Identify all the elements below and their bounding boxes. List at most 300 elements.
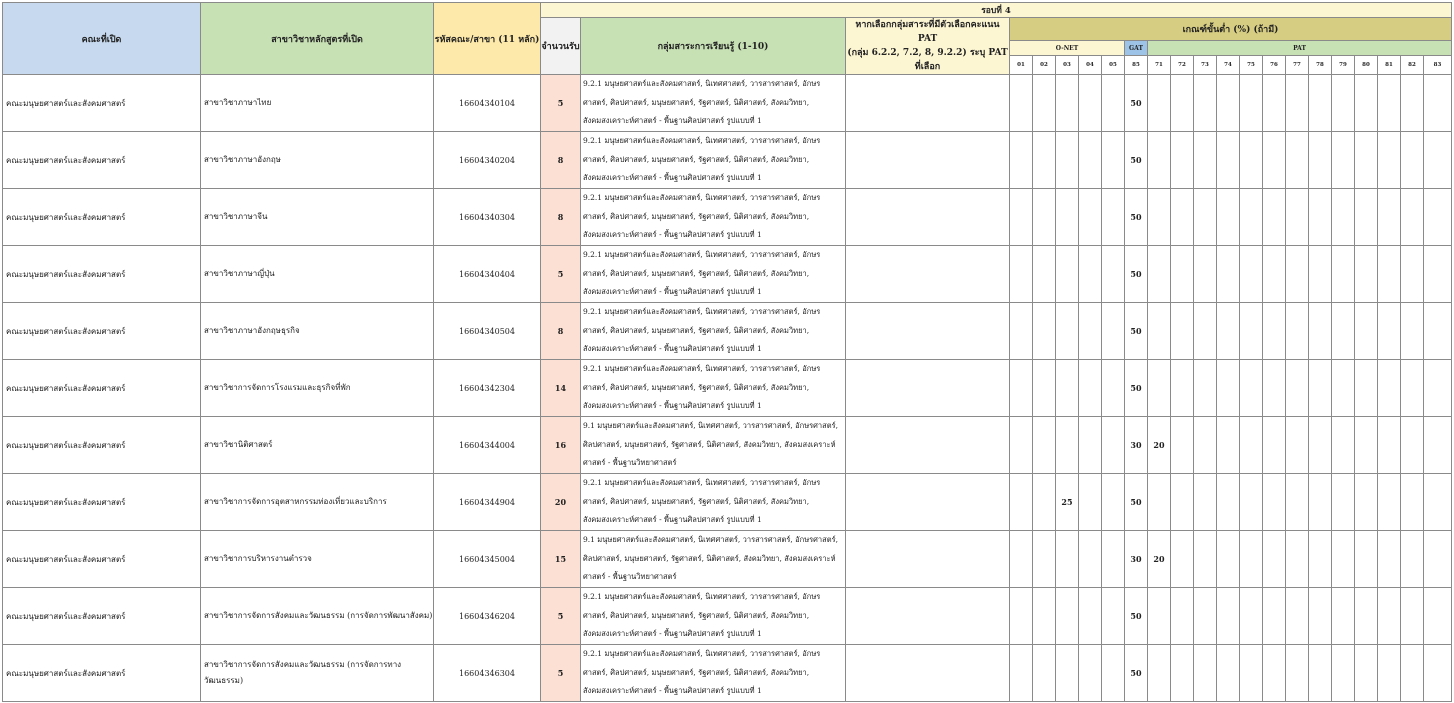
score-cell[interactable] bbox=[1263, 75, 1286, 132]
score-cell[interactable] bbox=[1102, 645, 1125, 702]
score-cell[interactable] bbox=[1378, 246, 1401, 303]
table-row bbox=[3, 360, 1452, 417]
major-cell[interactable]: สาขาวิชาภาษาไทย bbox=[201, 75, 434, 132]
pat-select-cell[interactable] bbox=[846, 588, 1010, 645]
score-cell[interactable] bbox=[1240, 588, 1263, 645]
score-cell[interactable] bbox=[1102, 531, 1125, 588]
score-cell[interactable] bbox=[1171, 588, 1194, 645]
score-cell[interactable]: 50 bbox=[1125, 246, 1148, 303]
score-cell[interactable] bbox=[1355, 189, 1378, 246]
score-cell[interactable] bbox=[1148, 189, 1171, 246]
score-cell[interactable] bbox=[1309, 75, 1332, 132]
score-cell[interactable] bbox=[1171, 132, 1194, 189]
score-cell[interactable] bbox=[1378, 189, 1401, 246]
header-pat-select-line2: (กลุ่ม 6.2.2, 7.2, 8, 9.2.2) ระบุ PAT ที่เลือก bbox=[847, 48, 1008, 72]
score-cell[interactable] bbox=[1056, 531, 1079, 588]
faculty-cell[interactable]: คณะมนุษยศาสตร์และสังคมศาสตร์ bbox=[3, 75, 201, 132]
score-cell[interactable] bbox=[1286, 132, 1309, 189]
subject-group-cell[interactable]: 9.2.1 มนุษยศาสตร์และสังคมศาสตร์, นิเทศศาสตร์, วารสารศาสตร์, อักษรศาสตร์, ศิลปศาสตร์, มนุษยศาสตร์, รัฐศาสตร์, นิติศาสตร์, สังคมวิทยา, สังคมสงเคราะห์ศาสตร์ - พื้นฐานศิลปศาสตร์ รูปแบบที่ 1 bbox=[581, 132, 846, 189]
score-cell[interactable] bbox=[1033, 246, 1056, 303]
pat-select-cell[interactable] bbox=[846, 75, 1010, 132]
major-cell[interactable]: สาขาวิชานิติศาสตร์ bbox=[201, 417, 434, 474]
score-cell[interactable] bbox=[1194, 189, 1217, 246]
score-cell[interactable] bbox=[1171, 303, 1194, 360]
header-pat-select bbox=[846, 18, 1010, 75]
score-cell[interactable] bbox=[1033, 75, 1056, 132]
score-cell[interactable] bbox=[1355, 474, 1378, 531]
score-cell[interactable] bbox=[1194, 75, 1217, 132]
major-cell[interactable]: สาขาวิชาภาษาจีน bbox=[201, 189, 434, 246]
score-cell[interactable] bbox=[1401, 645, 1424, 702]
seats-cell[interactable]: 8 bbox=[541, 303, 581, 360]
score-code-header: 03 bbox=[1056, 56, 1079, 75]
score-cell[interactable] bbox=[1378, 645, 1401, 702]
score-cell[interactable] bbox=[1378, 303, 1401, 360]
score-cell[interactable] bbox=[1056, 303, 1079, 360]
pat-select-cell[interactable] bbox=[846, 132, 1010, 189]
score-cell[interactable] bbox=[1424, 246, 1452, 303]
score-cell[interactable] bbox=[1217, 645, 1240, 702]
score-cell[interactable] bbox=[1240, 189, 1263, 246]
table-row bbox=[3, 474, 1452, 531]
score-cell[interactable] bbox=[1102, 474, 1125, 531]
score-cell[interactable] bbox=[1102, 417, 1125, 474]
score-cell[interactable] bbox=[1194, 132, 1217, 189]
score-cell[interactable] bbox=[1309, 588, 1332, 645]
faculty-cell[interactable]: คณะมนุษยศาสตร์และสังคมศาสตร์ bbox=[3, 303, 201, 360]
score-cell[interactable] bbox=[1148, 303, 1171, 360]
score-cell[interactable]: 50 bbox=[1125, 360, 1148, 417]
score-cell[interactable] bbox=[1171, 531, 1194, 588]
score-cell[interactable] bbox=[1355, 246, 1378, 303]
faculty-cell[interactable]: คณะมนุษยศาสตร์และสังคมศาสตร์ bbox=[3, 531, 201, 588]
score-cell[interactable] bbox=[1148, 75, 1171, 132]
score-cell[interactable]: 50 bbox=[1125, 189, 1148, 246]
score-cell[interactable] bbox=[1332, 588, 1355, 645]
score-cell[interactable]: 25 bbox=[1056, 474, 1079, 531]
score-cell[interactable] bbox=[1148, 474, 1171, 531]
score-cell[interactable] bbox=[1102, 132, 1125, 189]
header-min-criteria: เกณฑ์ขั้นต่ำ (%) (ถ้ามี) bbox=[1010, 18, 1452, 41]
pat-select-cell[interactable] bbox=[846, 303, 1010, 360]
score-cell[interactable] bbox=[1079, 474, 1102, 531]
score-cell[interactable] bbox=[1240, 246, 1263, 303]
score-cell[interactable] bbox=[1217, 246, 1240, 303]
score-cell[interactable] bbox=[1378, 417, 1401, 474]
score-cell[interactable] bbox=[1332, 645, 1355, 702]
faculty-cell[interactable]: คณะมนุษยศาสตร์และสังคมศาสตร์ bbox=[3, 360, 201, 417]
subject-group-cell[interactable]: 9.2.1 มนุษยศาสตร์และสังคมศาสตร์, นิเทศศาสตร์, วารสารศาสตร์, อักษรศาสตร์, ศิลปศาสตร์, มนุษยศาสตร์, รัฐศาสตร์, นิติศาสตร์, สังคมวิทยา, สังคมสงเคราะห์ศาสตร์ - พื้นฐานศิลปศาสตร์ รูปแบบที่ 1 bbox=[581, 645, 846, 702]
header-faculty: คณะที่เปิด bbox=[3, 3, 201, 75]
table-body bbox=[3, 75, 1452, 702]
score-cell[interactable] bbox=[1033, 132, 1056, 189]
score-cell[interactable] bbox=[1332, 474, 1355, 531]
spreadsheet bbox=[2, 2, 1452, 702]
code-cell[interactable]: 16604340404 bbox=[434, 246, 541, 303]
score-cell[interactable] bbox=[1033, 360, 1056, 417]
score-cell[interactable] bbox=[1240, 132, 1263, 189]
score-cell[interactable] bbox=[1033, 303, 1056, 360]
score-cell[interactable] bbox=[1079, 75, 1102, 132]
seats-cell[interactable]: 15 bbox=[541, 531, 581, 588]
seats-cell[interactable]: 16 bbox=[541, 417, 581, 474]
score-cell[interactable] bbox=[1332, 75, 1355, 132]
score-cell[interactable] bbox=[1401, 417, 1424, 474]
score-cell[interactable] bbox=[1424, 531, 1452, 588]
score-cell[interactable] bbox=[1148, 246, 1171, 303]
score-cell[interactable] bbox=[1217, 360, 1240, 417]
score-cell[interactable] bbox=[1263, 474, 1286, 531]
score-cell[interactable] bbox=[1217, 474, 1240, 531]
score-cell[interactable] bbox=[1194, 531, 1217, 588]
score-code-header: 04 bbox=[1079, 56, 1102, 75]
score-cell[interactable] bbox=[1309, 417, 1332, 474]
score-cell[interactable] bbox=[1355, 588, 1378, 645]
faculty-cell[interactable]: คณะมนุษยศาสตร์และสังคมศาสตร์ bbox=[3, 132, 201, 189]
score-cell[interactable] bbox=[1401, 246, 1424, 303]
score-cell[interactable] bbox=[1010, 531, 1033, 588]
faculty-cell[interactable]: คณะมนุษยศาสตร์และสังคมศาสตร์ bbox=[3, 645, 201, 702]
score-cell[interactable] bbox=[1309, 645, 1332, 702]
score-cell[interactable] bbox=[1010, 645, 1033, 702]
score-cell[interactable]: 30 bbox=[1125, 531, 1148, 588]
score-cell[interactable] bbox=[1240, 417, 1263, 474]
score-cell[interactable] bbox=[1378, 132, 1401, 189]
score-cell[interactable] bbox=[1263, 246, 1286, 303]
score-cell[interactable] bbox=[1263, 189, 1286, 246]
score-cell[interactable]: 20 bbox=[1148, 531, 1171, 588]
score-cell[interactable] bbox=[1079, 132, 1102, 189]
score-cell[interactable] bbox=[1263, 360, 1286, 417]
score-cell[interactable]: 50 bbox=[1125, 75, 1148, 132]
pat-select-cell[interactable] bbox=[846, 645, 1010, 702]
subject-group-cell[interactable]: 9.1 มนุษยศาสตร์และสังคมศาสตร์, นิเทศศาสตร์, วารสารศาสตร์, อักษรศาสตร์, ศิลปศาสตร์, มนุษยศาสตร์, รัฐศาสตร์, นิติศาสตร์, สังคมวิทยา, สังคมสงเคราะห์ศาสตร์ - พื้นฐานวิทยาศาสตร์ bbox=[581, 417, 846, 474]
score-cell[interactable] bbox=[1079, 588, 1102, 645]
table-row bbox=[3, 645, 1452, 702]
score-code-header: 01 bbox=[1010, 56, 1033, 75]
major-cell[interactable]: สาขาวิชาการจัดการสังคมและวัฒนธรรม (การจัดการทางวัฒนธรรม) bbox=[201, 645, 434, 702]
score-cell[interactable] bbox=[1217, 75, 1240, 132]
seats-cell[interactable]: 8 bbox=[541, 132, 581, 189]
score-cell[interactable]: 50 bbox=[1125, 588, 1148, 645]
score-cell[interactable] bbox=[1309, 189, 1332, 246]
score-cell[interactable] bbox=[1401, 132, 1424, 189]
score-cell[interactable] bbox=[1378, 75, 1401, 132]
header-pat: PAT bbox=[1148, 41, 1452, 56]
score-cell[interactable] bbox=[1010, 360, 1033, 417]
seats-cell[interactable]: 5 bbox=[541, 645, 581, 702]
score-cell[interactable] bbox=[1079, 417, 1102, 474]
table-row bbox=[3, 531, 1452, 588]
score-cell[interactable] bbox=[1056, 75, 1079, 132]
major-cell[interactable]: สาขาวิชาการบริหารงานตำรวจ bbox=[201, 531, 434, 588]
score-cell[interactable] bbox=[1217, 189, 1240, 246]
score-code-header: 85 bbox=[1125, 56, 1148, 75]
score-cell[interactable] bbox=[1424, 75, 1452, 132]
score-cell[interactable] bbox=[1263, 645, 1286, 702]
score-cell[interactable] bbox=[1424, 417, 1452, 474]
score-cell[interactable]: 50 bbox=[1125, 132, 1148, 189]
score-cell[interactable] bbox=[1401, 75, 1424, 132]
subject-group-cell[interactable]: 9.2.1 มนุษยศาสตร์และสังคมศาสตร์, นิเทศศาสตร์, วารสารศาสตร์, อักษรศาสตร์, ศิลปศาสตร์, มนุษยศาสตร์, รัฐศาสตร์, นิติศาสตร์, สังคมวิทยา, สังคมสงเคราะห์ศาสตร์ - พื้นฐานศิลปศาสตร์ รูปแบบที่ 1 bbox=[581, 75, 846, 132]
score-cell[interactable] bbox=[1171, 474, 1194, 531]
score-cell[interactable] bbox=[1286, 645, 1309, 702]
score-cell[interactable] bbox=[1010, 246, 1033, 303]
score-cell[interactable] bbox=[1286, 588, 1309, 645]
faculty-cell[interactable]: คณะมนุษยศาสตร์และสังคมศาสตร์ bbox=[3, 417, 201, 474]
score-code-header: 78 bbox=[1309, 56, 1332, 75]
pat-select-cell[interactable] bbox=[846, 474, 1010, 531]
score-cell[interactable] bbox=[1286, 417, 1309, 474]
score-cell[interactable] bbox=[1194, 588, 1217, 645]
score-cell[interactable] bbox=[1056, 588, 1079, 645]
score-code-header: 77 bbox=[1286, 56, 1309, 75]
score-cell[interactable] bbox=[1056, 189, 1079, 246]
score-cell[interactable] bbox=[1079, 246, 1102, 303]
score-cell[interactable] bbox=[1240, 645, 1263, 702]
score-cell[interactable] bbox=[1010, 75, 1033, 132]
code-cell[interactable]: 16604346304 bbox=[434, 645, 541, 702]
score-cell[interactable] bbox=[1332, 246, 1355, 303]
pat-select-cell[interactable] bbox=[846, 246, 1010, 303]
score-cell[interactable] bbox=[1102, 303, 1125, 360]
score-cell[interactable] bbox=[1401, 303, 1424, 360]
score-cell[interactable] bbox=[1217, 588, 1240, 645]
score-cell[interactable] bbox=[1263, 132, 1286, 189]
score-code-header: 79 bbox=[1332, 56, 1355, 75]
score-cell[interactable]: 50 bbox=[1125, 645, 1148, 702]
seats-cell[interactable]: 14 bbox=[541, 360, 581, 417]
score-cell[interactable] bbox=[1010, 474, 1033, 531]
score-cell[interactable] bbox=[1010, 417, 1033, 474]
seats-cell[interactable]: 8 bbox=[541, 189, 581, 246]
score-cell[interactable] bbox=[1286, 474, 1309, 531]
score-cell[interactable]: 20 bbox=[1148, 417, 1171, 474]
faculty-cell[interactable]: คณะมนุษยศาสตร์และสังคมศาสตร์ bbox=[3, 474, 201, 531]
score-cell[interactable] bbox=[1194, 417, 1217, 474]
score-cell[interactable] bbox=[1309, 360, 1332, 417]
score-cell[interactable] bbox=[1263, 531, 1286, 588]
score-cell[interactable] bbox=[1033, 645, 1056, 702]
major-cell[interactable]: สาขาวิชาภาษาญี่ปุ่น bbox=[201, 246, 434, 303]
score-cell[interactable] bbox=[1378, 474, 1401, 531]
score-cell[interactable] bbox=[1171, 189, 1194, 246]
score-cell[interactable] bbox=[1102, 360, 1125, 417]
subject-group-cell[interactable]: 9.1 มนุษยศาสตร์และสังคมศาสตร์, นิเทศศาสตร์, วารสารศาสตร์, อักษรศาสตร์, ศิลปศาสตร์, มนุษยศาสตร์, รัฐศาสตร์, นิติศาสตร์, สังคมวิทยา, สังคมสงเคราะห์ศาสตร์ - พื้นฐานวิทยาศาสตร์ bbox=[581, 531, 846, 588]
score-cell[interactable] bbox=[1010, 189, 1033, 246]
score-cell[interactable] bbox=[1079, 303, 1102, 360]
score-cell[interactable] bbox=[1309, 132, 1332, 189]
score-cell[interactable] bbox=[1263, 303, 1286, 360]
table-row bbox=[3, 132, 1452, 189]
major-cell[interactable]: สาขาวิชาการจัดการอุตสาหกรรมท่องเที่ยวและบริการ bbox=[201, 474, 434, 531]
table-row bbox=[3, 189, 1452, 246]
pat-select-cell[interactable] bbox=[846, 531, 1010, 588]
score-cell[interactable] bbox=[1194, 360, 1217, 417]
score-cell[interactable] bbox=[1217, 531, 1240, 588]
score-cell[interactable]: 30 bbox=[1125, 417, 1148, 474]
score-cell[interactable] bbox=[1171, 75, 1194, 132]
score-cell[interactable] bbox=[1194, 474, 1217, 531]
score-cell[interactable] bbox=[1401, 360, 1424, 417]
score-cell[interactable] bbox=[1171, 360, 1194, 417]
score-cell[interactable] bbox=[1424, 189, 1452, 246]
score-cell[interactable] bbox=[1401, 588, 1424, 645]
score-cell[interactable] bbox=[1079, 531, 1102, 588]
subject-group-cell[interactable]: 9.2.1 มนุษยศาสตร์และสังคมศาสตร์, นิเทศศาสตร์, วารสารศาสตร์, อักษรศาสตร์, ศิลปศาสตร์, มนุษยศาสตร์, รัฐศาสตร์, นิติศาสตร์, สังคมวิทยา, สังคมสงเคราะห์ศาสตร์ - พื้นฐานศิลปศาสตร์ รูปแบบที่ 1 bbox=[581, 303, 846, 360]
score-cell[interactable] bbox=[1079, 189, 1102, 246]
score-cell[interactable] bbox=[1217, 132, 1240, 189]
score-cell[interactable] bbox=[1148, 588, 1171, 645]
score-cell[interactable] bbox=[1424, 588, 1452, 645]
score-cell[interactable] bbox=[1332, 303, 1355, 360]
score-cell[interactable] bbox=[1286, 189, 1309, 246]
score-cell[interactable] bbox=[1424, 474, 1452, 531]
code-cell[interactable]: 16604346204 bbox=[434, 588, 541, 645]
score-cell[interactable] bbox=[1286, 75, 1309, 132]
major-cell[interactable]: สาขาวิชาการจัดการสังคมและวัฒนธรรม (การจัดการพัฒนาสังคม) bbox=[201, 588, 434, 645]
score-cell[interactable] bbox=[1056, 417, 1079, 474]
score-cell[interactable] bbox=[1332, 531, 1355, 588]
major-cell[interactable]: สาขาวิชาภาษาอังกฤษธุรกิจ bbox=[201, 303, 434, 360]
score-code-header: 82 bbox=[1401, 56, 1424, 75]
faculty-cell[interactable]: คณะมนุษยศาสตร์และสังคมศาสตร์ bbox=[3, 588, 201, 645]
code-cell[interactable]: 16604340104 bbox=[434, 75, 541, 132]
score-cell[interactable] bbox=[1424, 360, 1452, 417]
score-cell[interactable] bbox=[1355, 531, 1378, 588]
score-cell[interactable] bbox=[1309, 531, 1332, 588]
seats-cell[interactable]: 20 bbox=[541, 474, 581, 531]
score-cell[interactable] bbox=[1102, 246, 1125, 303]
code-cell[interactable]: 16604340504 bbox=[434, 303, 541, 360]
score-cell[interactable] bbox=[1355, 417, 1378, 474]
score-cell[interactable] bbox=[1148, 132, 1171, 189]
score-cell[interactable] bbox=[1033, 531, 1056, 588]
score-cell[interactable] bbox=[1102, 189, 1125, 246]
score-cell[interactable] bbox=[1194, 246, 1217, 303]
score-cell[interactable] bbox=[1286, 246, 1309, 303]
score-cell[interactable]: 50 bbox=[1125, 474, 1148, 531]
subject-group-cell[interactable]: 9.2.1 มนุษยศาสตร์และสังคมศาสตร์, นิเทศศาสตร์, วารสารศาสตร์, อักษรศาสตร์, ศิลปศาสตร์, มนุษยศาสตร์, รัฐศาสตร์, นิติศาสตร์, สังคมวิทยา, สังคมสงเคราะห์ศาสตร์ - พื้นฐานศิลปศาสตร์ รูปแบบที่ 1 bbox=[581, 474, 846, 531]
score-cell[interactable] bbox=[1286, 531, 1309, 588]
score-cell[interactable] bbox=[1056, 246, 1079, 303]
code-cell[interactable]: 16604344904 bbox=[434, 474, 541, 531]
score-cell[interactable] bbox=[1056, 645, 1079, 702]
score-cell[interactable] bbox=[1240, 303, 1263, 360]
score-cell[interactable] bbox=[1033, 417, 1056, 474]
score-cell[interactable] bbox=[1355, 303, 1378, 360]
score-cell[interactable] bbox=[1401, 189, 1424, 246]
score-cell[interactable] bbox=[1079, 360, 1102, 417]
score-cell[interactable] bbox=[1194, 303, 1217, 360]
score-cell[interactable] bbox=[1378, 360, 1401, 417]
seats-cell[interactable]: 5 bbox=[541, 588, 581, 645]
score-cell[interactable] bbox=[1102, 75, 1125, 132]
score-cell[interactable] bbox=[1263, 417, 1286, 474]
score-cell[interactable] bbox=[1171, 645, 1194, 702]
code-cell[interactable]: 16604344004 bbox=[434, 417, 541, 474]
code-cell[interactable]: 16604340304 bbox=[434, 189, 541, 246]
score-cell[interactable] bbox=[1332, 417, 1355, 474]
score-cell[interactable] bbox=[1401, 531, 1424, 588]
score-cell[interactable] bbox=[1355, 360, 1378, 417]
score-code-header: 05 bbox=[1102, 56, 1125, 75]
score-cell[interactable] bbox=[1010, 132, 1033, 189]
score-cell[interactable] bbox=[1309, 303, 1332, 360]
pat-select-cell[interactable] bbox=[846, 417, 1010, 474]
score-cell[interactable] bbox=[1309, 246, 1332, 303]
score-cell[interactable] bbox=[1332, 189, 1355, 246]
subject-group-cell[interactable]: 9.2.1 มนุษยศาสตร์และสังคมศาสตร์, นิเทศศาสตร์, วารสารศาสตร์, อักษรศาสตร์, ศิลปศาสตร์, มนุษยศาสตร์, รัฐศาสตร์, นิติศาสตร์, สังคมวิทยา, สังคมสงเคราะห์ศาสตร์ - พื้นฐานศิลปศาสตร์ รูปแบบที่ 1 bbox=[581, 588, 846, 645]
score-cell[interactable] bbox=[1240, 474, 1263, 531]
score-cell[interactable] bbox=[1240, 531, 1263, 588]
score-cell[interactable] bbox=[1378, 531, 1401, 588]
score-cell[interactable] bbox=[1240, 75, 1263, 132]
score-cell[interactable]: 50 bbox=[1125, 303, 1148, 360]
seats-cell[interactable]: 5 bbox=[541, 75, 581, 132]
score-cell[interactable] bbox=[1424, 303, 1452, 360]
major-cell[interactable]: สาขาวิชาการจัดการโรงแรมและธุรกิจที่พัก bbox=[201, 360, 434, 417]
score-cell[interactable] bbox=[1033, 189, 1056, 246]
seats-cell[interactable]: 5 bbox=[541, 246, 581, 303]
header-pat-select-line1: หากเลือกกลุ่มสาระที่มีตัวเลือกคะแนน PAT bbox=[855, 20, 1000, 44]
score-cell[interactable] bbox=[1263, 588, 1286, 645]
score-cell[interactable] bbox=[1010, 588, 1033, 645]
code-cell[interactable]: 16604345004 bbox=[434, 531, 541, 588]
score-cell[interactable] bbox=[1171, 417, 1194, 474]
pat-select-cell[interactable] bbox=[846, 189, 1010, 246]
score-cell[interactable] bbox=[1355, 132, 1378, 189]
score-cell[interactable] bbox=[1240, 360, 1263, 417]
score-cell[interactable] bbox=[1309, 474, 1332, 531]
score-cell[interactable] bbox=[1355, 645, 1378, 702]
header-subject-group: กลุ่มสาระการเรียนรู้ (1-10) bbox=[581, 18, 846, 75]
score-cell[interactable] bbox=[1010, 303, 1033, 360]
score-cell[interactable] bbox=[1056, 132, 1079, 189]
header-seats: จำนวนรับ bbox=[541, 18, 581, 75]
score-cell[interactable] bbox=[1033, 474, 1056, 531]
score-cell[interactable] bbox=[1332, 360, 1355, 417]
score-cell[interactable] bbox=[1286, 303, 1309, 360]
score-cell[interactable] bbox=[1217, 303, 1240, 360]
faculty-cell[interactable]: คณะมนุษยศาสตร์และสังคมศาสตร์ bbox=[3, 189, 201, 246]
score-cell[interactable] bbox=[1148, 645, 1171, 702]
score-cell[interactable] bbox=[1217, 417, 1240, 474]
subject-group-cell[interactable]: 9.2.1 มนุษยศาสตร์และสังคมศาสตร์, นิเทศศาสตร์, วารสารศาสตร์, อักษรศาสตร์, ศิลปศาสตร์, มนุษยศาสตร์, รัฐศาสตร์, นิติศาสตร์, สังคมวิทยา, สังคมสงเคราะห์ศาสตร์ - พื้นฐานศิลปศาสตร์ รูปแบบที่ 1 bbox=[581, 189, 846, 246]
pat-select-cell[interactable] bbox=[846, 360, 1010, 417]
score-cell[interactable] bbox=[1424, 645, 1452, 702]
score-cell[interactable] bbox=[1148, 360, 1171, 417]
score-cell[interactable] bbox=[1102, 588, 1125, 645]
score-cell[interactable] bbox=[1332, 132, 1355, 189]
score-cell[interactable] bbox=[1286, 360, 1309, 417]
subject-group-cell[interactable]: 9.2.1 มนุษยศาสตร์และสังคมศาสตร์, นิเทศศาสตร์, วารสารศาสตร์, อักษรศาสตร์, ศิลปศาสตร์, มนุษยศาสตร์, รัฐศาสตร์, นิติศาสตร์, สังคมวิทยา, สังคมสงเคราะห์ศาสตร์ - พื้นฐานศิลปศาสตร์ รูปแบบที่ 1 bbox=[581, 360, 846, 417]
score-cell[interactable] bbox=[1056, 360, 1079, 417]
score-cell[interactable] bbox=[1355, 75, 1378, 132]
faculty-cell[interactable]: คณะมนุษยศาสตร์และสังคมศาสตร์ bbox=[3, 246, 201, 303]
score-cell[interactable] bbox=[1033, 588, 1056, 645]
score-cell[interactable] bbox=[1401, 474, 1424, 531]
major-cell[interactable]: สาขาวิชาภาษาอังกฤษ bbox=[201, 132, 434, 189]
score-cell[interactable] bbox=[1194, 645, 1217, 702]
code-cell[interactable]: 16604342304 bbox=[434, 360, 541, 417]
score-cell[interactable] bbox=[1171, 246, 1194, 303]
code-cell[interactable]: 16604340204 bbox=[434, 132, 541, 189]
subject-group-cell[interactable]: 9.2.1 มนุษยศาสตร์และสังคมศาสตร์, นิเทศศาสตร์, วารสารศาสตร์, อักษรศาสตร์, ศิลปศาสตร์, มนุษยศาสตร์, รัฐศาสตร์, นิติศาสตร์, สังคมวิทยา, สังคมสงเคราะห์ศาสตร์ - พื้นฐานศิลปศาสตร์ รูปแบบที่ 1 bbox=[581, 246, 846, 303]
score-cell[interactable] bbox=[1424, 132, 1452, 189]
score-cell[interactable] bbox=[1378, 588, 1401, 645]
score-cell[interactable] bbox=[1079, 645, 1102, 702]
